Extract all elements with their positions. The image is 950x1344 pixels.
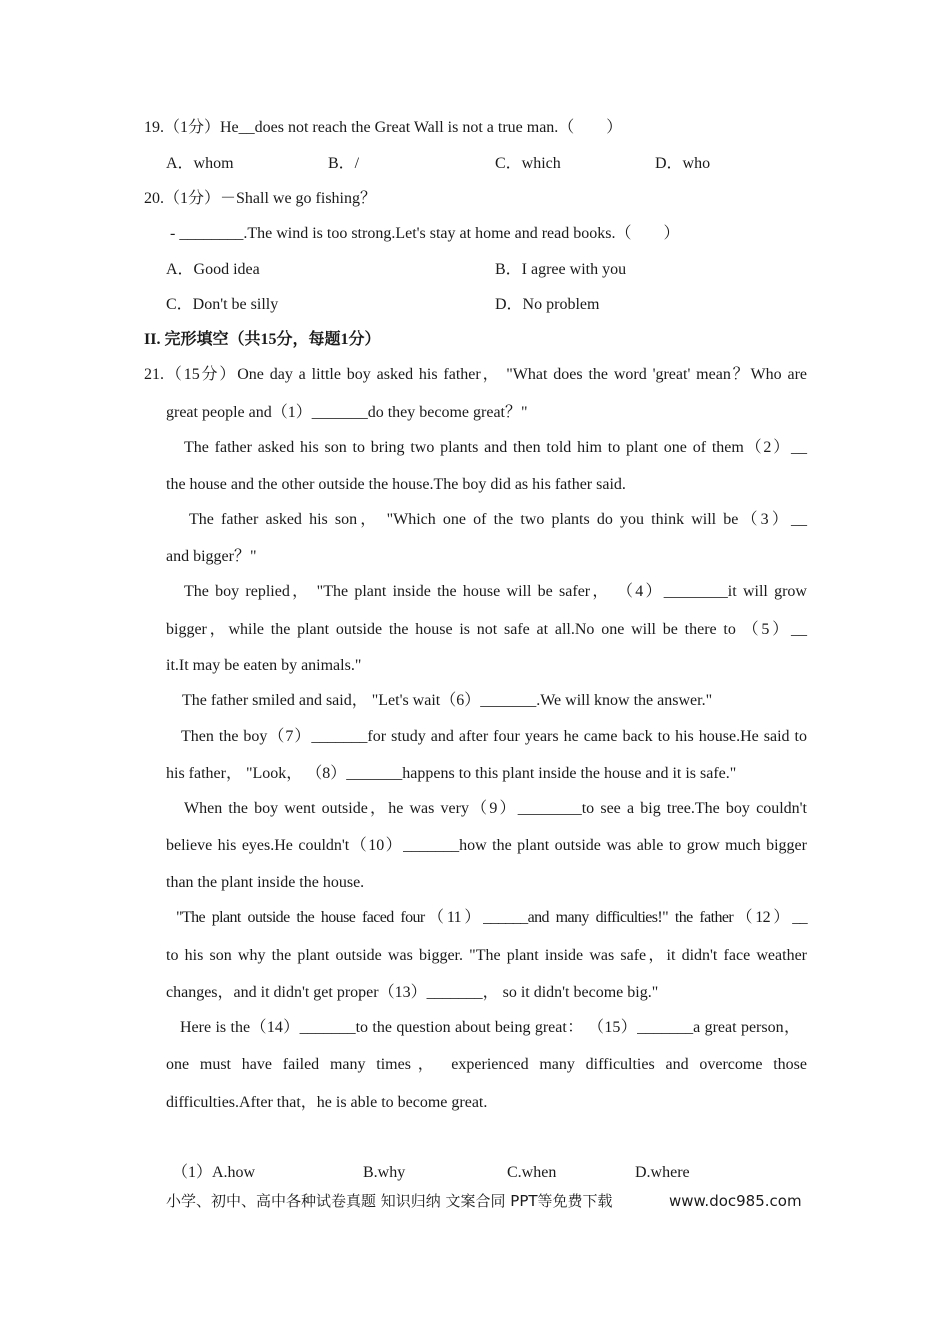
q21-line-8: bigger，while the plant outside the house is not safe at all.No one will be there to （5）__ bbox=[166, 621, 807, 638]
q21-line-17: to his son why the plant outside was bigger. "The plant inside was safe，it didn't face weather bbox=[166, 947, 807, 964]
q21-line-2: great people and（1）_______do they become great？" bbox=[166, 404, 528, 421]
footer-url: www.doc985.com bbox=[669, 1192, 802, 1210]
q21-line-20: one must have failed many times， experienced many difficulties and overcome those bbox=[166, 1056, 807, 1073]
q21-sub1-option-a: （1）A.how bbox=[172, 1164, 256, 1181]
q19-option-d: D．who bbox=[655, 155, 711, 172]
q21-line-6: and bigger？" bbox=[166, 548, 257, 565]
q21-line-19: Here is the（14）_______to the question about being great： （15）_______a great person， bbox=[180, 1019, 800, 1036]
q21-line-12: his father， "Look， （8）_______happens to this plant inside the house and it is safe." bbox=[166, 765, 737, 782]
q20-reply: - ________.The wind is too strong.Let's stay at home and read books.（ ） bbox=[170, 225, 680, 242]
q19-option-b: B．/ bbox=[328, 155, 360, 172]
q19-stem: 19.（1分）He__does not reach the Great Wall is not a true man.（ ） bbox=[144, 119, 623, 136]
q21-line-16: "The plant outside the house faced four（11）______and many difficulties!" the father（12）__ bbox=[176, 909, 807, 926]
q21-line-21: difficulties.After that，he is able to become great. bbox=[166, 1094, 488, 1111]
q21-line-11: Then the boy（7）_______for study and after four years he came back to his house.He said to bbox=[181, 728, 807, 745]
q21-line-15: than the plant inside the house. bbox=[166, 874, 365, 891]
q21-line-18: changes，and it didn't get proper（13）_______， so it didn't become big." bbox=[166, 984, 659, 1001]
q21-line-5: The father asked his son， "Which one of the two plants do you think will be（3）__ bbox=[189, 511, 807, 528]
section-title: II. 完形填空（共15分，每题1分） bbox=[144, 331, 381, 348]
q21-line-7: The boy replied， "The plant inside the house will be safer， （4）________it will grow bbox=[184, 583, 807, 600]
q21-line-13: When the boy went outside，he was very（9）________to see a big tree.The boy couldn't bbox=[184, 800, 807, 817]
q21-line-10: The father smiled and said， "Let's wait（6）_______.We will know the answer." bbox=[182, 692, 713, 709]
q21-line-1: 21.（15分）One day a little boy asked his father， "What does the word 'great' mean？Who are bbox=[144, 366, 807, 383]
q20-option-c: C．Don't be silly bbox=[166, 296, 279, 313]
q20-stem: 20.（1分）－Shall we go fishing？ bbox=[144, 190, 376, 207]
q19-option-a: A．whom bbox=[166, 155, 234, 172]
q21-sub1-option-d: D.where bbox=[635, 1164, 690, 1181]
q21-sub1-option-b: B.why bbox=[363, 1164, 406, 1181]
q21-line-14: believe his eyes.He couldn't（10）_______how the plant outside was able to grow much bigger bbox=[166, 837, 807, 854]
q21-line-9: it.It may be eaten by animals." bbox=[166, 657, 362, 674]
q19-option-c: C．which bbox=[495, 155, 561, 172]
q21-line-4: the house and the other outside the house.The boy did as his father said. bbox=[166, 476, 626, 493]
q20-option-b: B．I agree with you bbox=[495, 261, 627, 278]
q20-option-a: A．Good idea bbox=[166, 261, 260, 278]
q20-option-d: D．No problem bbox=[495, 296, 600, 313]
q21-sub1-option-c: C.when bbox=[507, 1164, 557, 1181]
q21-line-3: The father asked his son to bring two plants and then told him to plant one of them（2）__ bbox=[184, 439, 808, 456]
footer-promo-text: 小学、初中、高中各种试卷真题 知识归纳 文案合同 PPT等免费下载 bbox=[166, 1192, 613, 1210]
